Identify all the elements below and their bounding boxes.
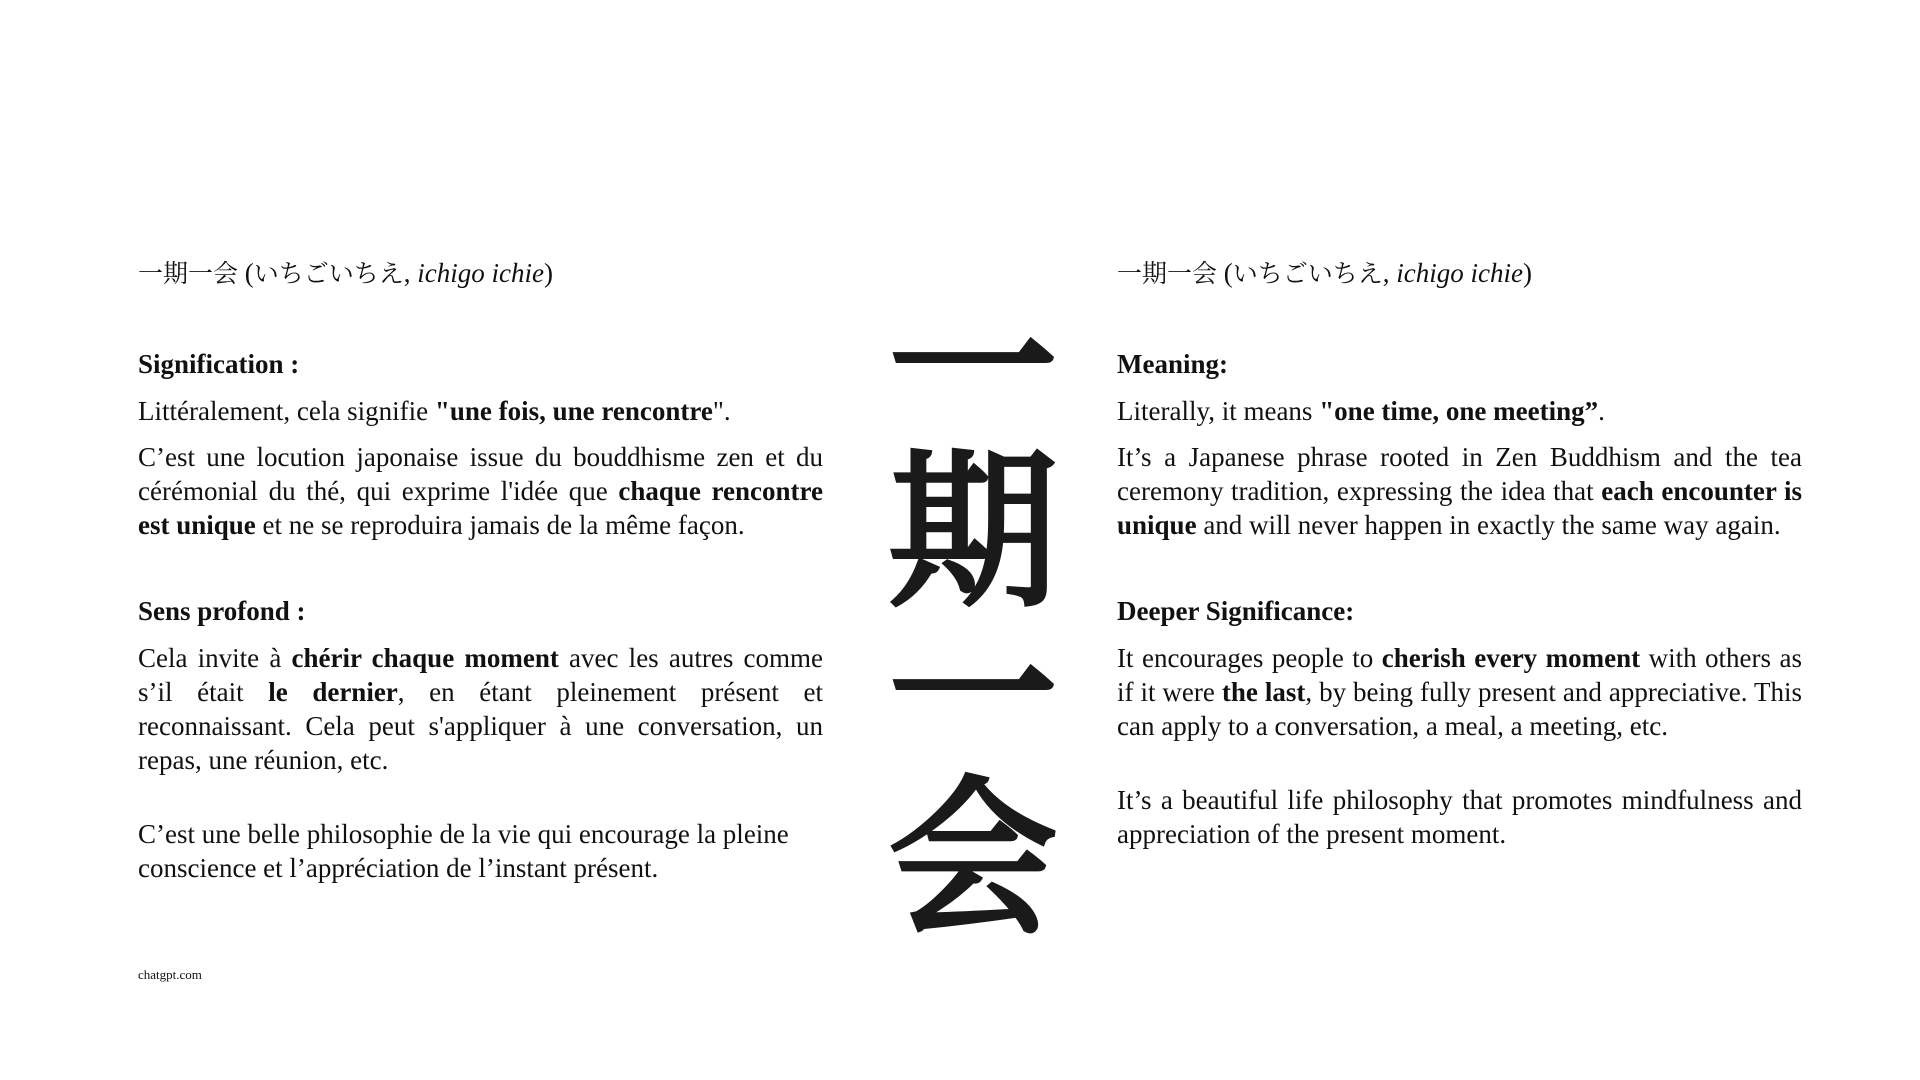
source-footer: chatgpt.com: [138, 967, 202, 982]
french-literal-paragraph: Littéralement, cela signifie "une fois, une rencontre".: [138, 396, 731, 426]
kanji-char-go: 期: [887, 434, 1058, 633]
french-column: [138, 256, 823, 885]
english-closing-paragraph: It’s a beautiful life philosophy that promotes mindfulness and appreciation of the present moment.: [1117, 785, 1802, 849]
title-kanji: 一期一会: [138, 259, 239, 288]
french-closing-paragraph: C’est une belle philosophie de la vie qui encourage la pleine conscience et l’appréciation de l’instant présent.: [138, 819, 789, 883]
french-heading-meaning: Signification :: [138, 349, 300, 379]
title-romaji: ichigo ichie: [417, 258, 544, 288]
english-title: 一期一会 (いちごいちえ, ichigo ichie): [1117, 258, 1532, 288]
english-origin-paragraph: It’s a Japanese phrase rooted in Zen Buddhism and the tea ceremony tradition, expressing the idea that each encounter is unique and will never happen in exactly the same way again.: [1117, 442, 1803, 540]
french-deeper-paragraph: Cela invite à chérir chaque moment avec les autres comme s’il était le dernier, en étant pleinement présent et reconnaissant. Cela peut s'appliquer à une conversation, un repas, une réunion, etc.: [138, 643, 823, 775]
english-literal-paragraph: Literally, it means "one time, one meeting”.: [1117, 396, 1605, 426]
title-kanji: 一期一会: [1117, 259, 1218, 288]
title-romaji: ichigo ichie: [1396, 258, 1523, 288]
english-heading-meaning: Meaning:: [1117, 349, 1228, 379]
french-origin-paragraph: C’est une locution japonaise issue du bouddhisme zen et du cérémonial du thé, qui exprime l'idée que chaque rencontre est unique et ne se reproduira jamais de la même façon.: [138, 442, 824, 540]
title-kana: いちごいちえ: [253, 259, 404, 288]
english-column: [1117, 256, 1802, 851]
kanji-char-ichi-2: 一: [887, 597, 1058, 796]
title-kana: いちごいちえ: [1232, 259, 1383, 288]
english-deeper-paragraph: It encourages people to cherish every moment with others as if it were the last, by being fully present and appreciative. This can apply to a conversation, a meal, a meeting, etc.: [1117, 643, 1802, 741]
english-heading-deeper: Deeper Significance:: [1117, 596, 1355, 626]
kanji-char-e: 会: [887, 760, 1058, 959]
kanji-calligraphy: [878, 271, 1068, 959]
french-title: 一期一会 (いちごいちえ, ichigo ichie): [138, 258, 553, 288]
french-heading-deeper: Sens profond :: [138, 596, 306, 626]
kanji-char-ichi-1: 一: [887, 271, 1058, 469]
